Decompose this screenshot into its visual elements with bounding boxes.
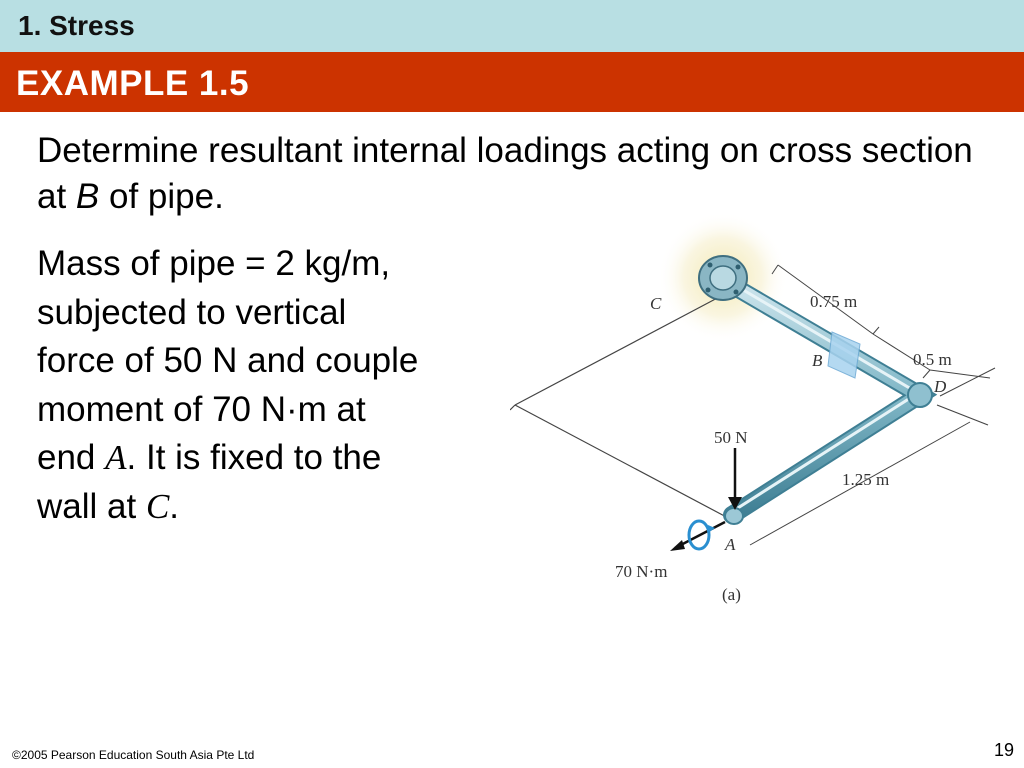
elbow-d <box>908 383 932 407</box>
moment-arrow <box>670 521 725 551</box>
wall-flange <box>699 256 747 300</box>
detail-line: moment of 70 N·m at <box>37 389 366 429</box>
dim-1.25m: 1.25 m <box>842 470 890 489</box>
intro-text-2: of pipe. <box>99 177 224 216</box>
label-c: C <box>650 294 662 313</box>
label-d: D <box>934 377 947 396</box>
detail-text: . <box>169 486 180 526</box>
force-label: 50 N <box>714 428 748 447</box>
detail-text: . It is fixed to the <box>126 438 382 477</box>
problem-statement <box>37 128 997 220</box>
dim-0.5m: 0.5 m <box>913 350 952 369</box>
end-cap-a <box>725 508 743 524</box>
dim-0.75m: 0.75 m <box>810 292 858 311</box>
figure-caption: (a) <box>722 585 741 604</box>
detail-text: wall at <box>37 486 146 526</box>
detail-line: Mass of pipe = 2 kg/m, <box>37 244 391 283</box>
label-b: B <box>812 351 823 370</box>
detail-line <box>37 483 497 532</box>
detail-text: end <box>37 438 106 477</box>
problem-details <box>37 240 497 531</box>
intro-point-b: B <box>75 177 100 216</box>
detail-line <box>37 434 497 483</box>
moment-label: 70 N·m <box>615 562 668 581</box>
force-arrow <box>728 448 742 510</box>
section-plane-b <box>828 332 860 378</box>
page-number: 19 <box>993 740 1014 760</box>
label-a: A <box>725 535 736 554</box>
copyright: ©2005 Pearson Education South Asia Pte Ltd <box>12 748 255 762</box>
intro-text-1: Determine resultant internal loadings acting on cross section at <box>37 131 973 216</box>
point-a: A <box>105 438 127 477</box>
example-title: EXAMPLE 1.5 <box>16 64 250 103</box>
pipe-figure <box>510 210 1000 620</box>
point-c: C <box>145 486 170 526</box>
header-bar <box>0 0 1024 52</box>
section-title: 1. Stress <box>18 10 135 41</box>
detail-line: subjected to vertical <box>37 292 347 332</box>
detail-line: force of 50 N and couple <box>37 341 419 380</box>
